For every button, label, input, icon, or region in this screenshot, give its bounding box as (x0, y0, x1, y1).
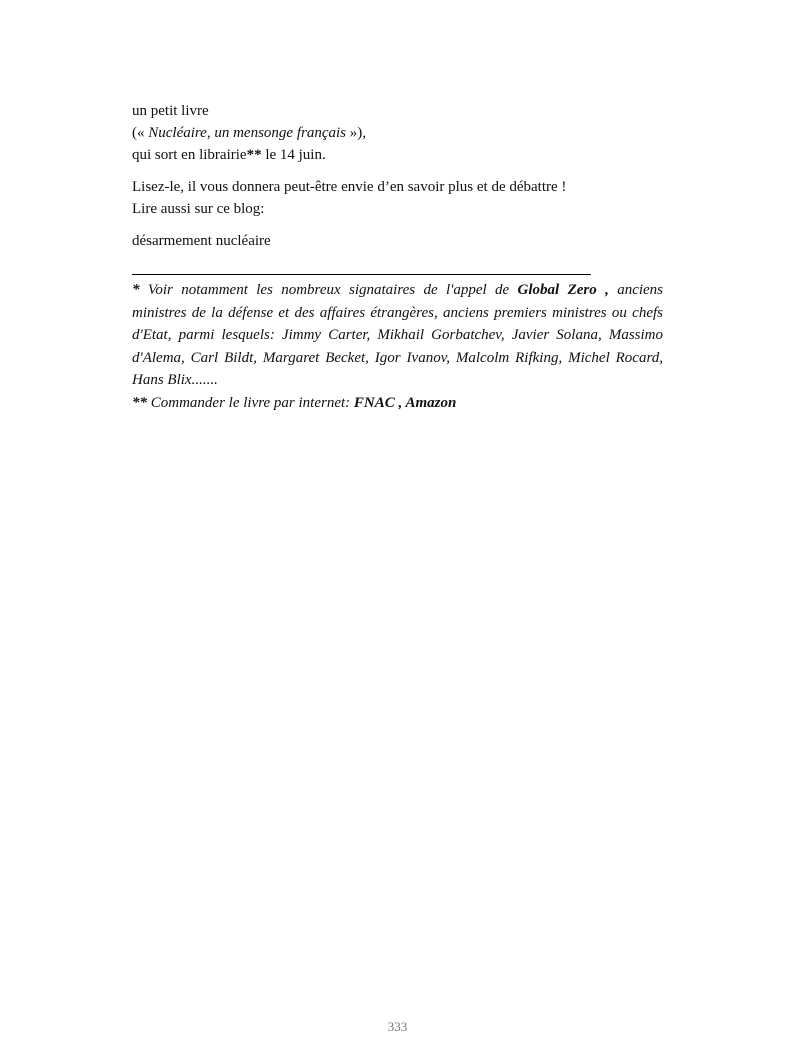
footnote-2 (132, 392, 663, 415)
invite-paragraph (132, 176, 663, 220)
footnotes (132, 279, 663, 414)
global-zero-link[interactable]: Global Zero (517, 282, 597, 298)
amazon-link[interactable]: Amazon (405, 394, 457, 411)
release-date: le 14 juin. (261, 147, 326, 163)
footnote-1-lead: Voir notamment les nombreux signataires de l'appel de (139, 282, 518, 298)
footnote-2-lead: Commander le livre par internet: (147, 394, 354, 411)
footnote-1-body: anciens ministres de la défense et des affaires étrangères, anciens premiers ministres ou chefs d'Etat, parmi lesquels: Jimmy Carter, Mikhail Gorbatchev, Javier Solana, Massimo d'Alema, Carl Bildt, Margaret Becket, Igor Ivanov, Malcolm Rifking, Michel Rocard, Hans Blix....... (132, 282, 664, 388)
footnote-ref-2: ** (246, 147, 262, 163)
invite-line-1: Lisez-le, il vous donnera peut-être envie d’en savoir plus et de débattre ! (132, 179, 567, 195)
fnac-link[interactable]: FNAC (353, 394, 395, 411)
invite-line-2: Lire aussi sur ce blog: (132, 201, 265, 217)
page-content (132, 100, 663, 414)
page-number: 333 (387, 1019, 408, 1034)
intro-line-1: un petit livre (132, 103, 209, 119)
footnote-2-separator: , (394, 394, 406, 411)
intro-paragraph (132, 100, 663, 166)
intro-line-2 (132, 122, 663, 144)
footnote-1-mark: * (132, 282, 140, 298)
footnote-1-separator: , (596, 282, 618, 298)
footnote-separator (132, 274, 591, 275)
related-post-link[interactable]: désarmement nucléaire (132, 233, 271, 249)
footnote-1 (132, 279, 663, 392)
close-quote: »), (346, 125, 366, 141)
release-text: qui sort en librairie (132, 147, 247, 163)
open-quote: (« (132, 125, 149, 141)
intro-line-3 (132, 144, 663, 166)
book-title: Nucléaire, un mensonge français (148, 125, 346, 141)
footnote-2-mark: ** (132, 394, 147, 411)
